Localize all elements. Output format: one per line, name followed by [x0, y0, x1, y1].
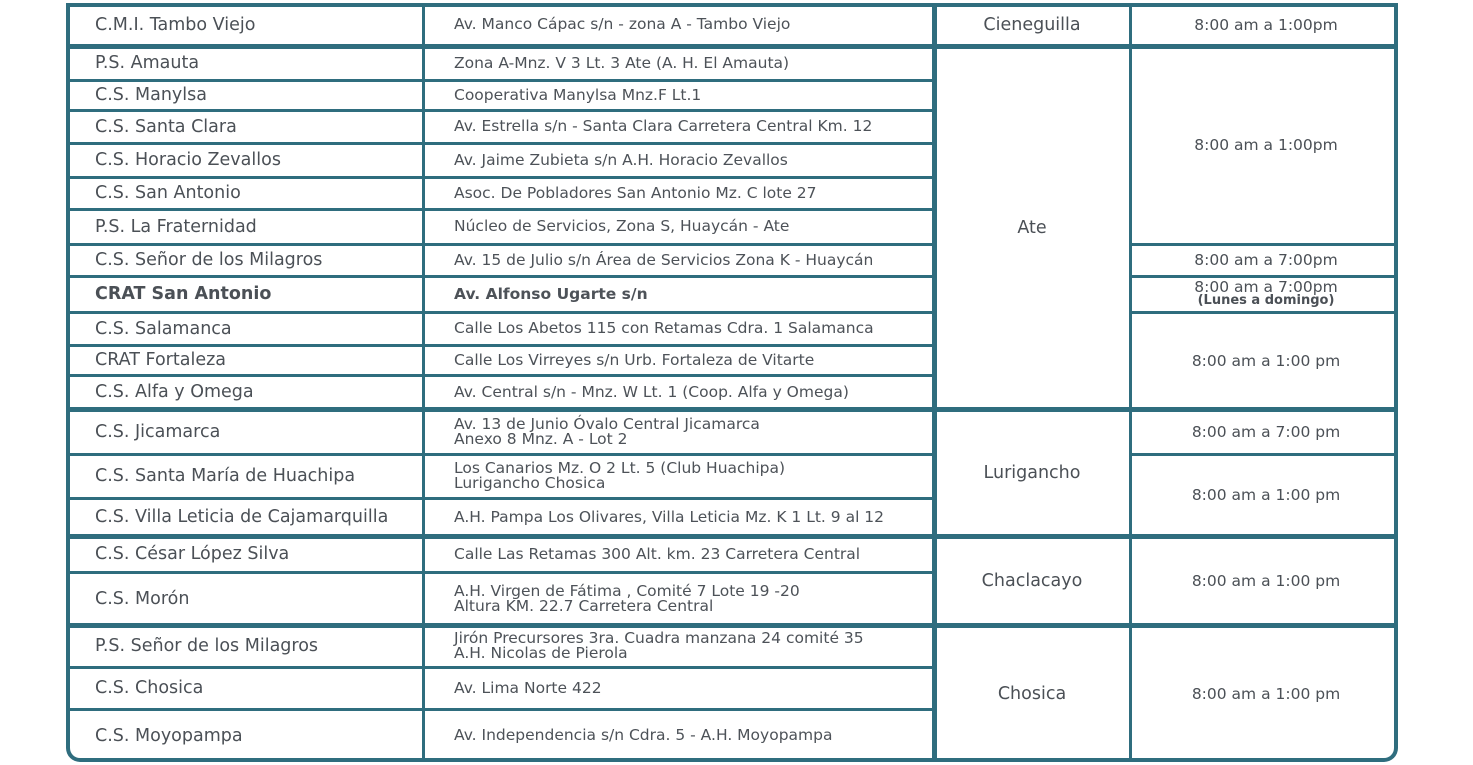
row-divider — [70, 344, 934, 347]
center-name: CRAT Fortaleza — [95, 350, 227, 370]
address-line: Lurigancho Chosica — [454, 474, 606, 492]
hours-text: 8:00 am a 1:00pm — [1194, 15, 1338, 34]
address-line: Asoc. De Pobladores San Antonio Mz. C lote 27 — [454, 183, 817, 202]
opening-hours — [1130, 454, 1398, 536]
hours-note: (Lunes a domingo) — [1197, 293, 1335, 308]
center-address — [423, 375, 934, 409]
address-line: Altura KM. 22.7 Carretera Central — [454, 596, 714, 615]
center-name: C.S. Alfa y Omega — [95, 382, 254, 402]
row-divider — [70, 275, 934, 278]
row-divider — [70, 666, 934, 669]
row-divider — [70, 176, 934, 179]
address-line: Calle Los Virreyes s/n Urb. Fortaleza de Vitarte — [454, 350, 815, 369]
center-name: C.S. San Antonio — [95, 183, 241, 203]
opening-hours — [1130, 312, 1398, 409]
center-name: C.S. César López Silva — [95, 544, 290, 564]
center-name: C.S. Santa María de Huachipa — [95, 466, 356, 486]
address-line: Los Canarios Mz. O 2 Lt. 5 (Club Huachipa) — [454, 459, 786, 477]
address-line: Av. Alfonso Ugarte s/n — [454, 284, 648, 303]
district-name: Chosica — [997, 683, 1067, 704]
opening-hours — [1130, 3, 1398, 46]
center-address — [423, 625, 934, 667]
row-divider — [70, 534, 1398, 539]
opening-hours — [1130, 536, 1398, 625]
address-line: Cooperativa Manylsa Mnz.F Lt.1 — [454, 85, 702, 104]
address-line: Jirón Precursores 3ra. Cuadra manzana 24 comité 35 — [454, 629, 864, 647]
center-name: C.S. Chosica — [95, 678, 204, 698]
center-address — [423, 276, 934, 312]
center-address — [423, 454, 934, 498]
opening-hours — [1130, 409, 1398, 454]
row-divider — [70, 497, 934, 500]
address-line: Calle Las Retamas 300 Alt. km. 23 Carretera Central — [454, 544, 861, 563]
center-name: C.S. Señor de los Milagros — [95, 250, 323, 270]
row-divider — [70, 142, 934, 145]
center-name: C.S. Morón — [95, 588, 190, 609]
address-line: Av. Independencia s/n Cdra. 5 - A.H. Moyopampa — [454, 726, 833, 744]
center-name: C.S. Horacio Zevallos — [95, 150, 281, 170]
row-divider — [70, 407, 1398, 412]
row-divider — [70, 453, 934, 456]
row-divider — [70, 3, 1398, 7]
row-divider — [70, 44, 1398, 49]
center-name: P.S. La Fraternidad — [95, 216, 257, 237]
opening-hours — [1130, 276, 1398, 312]
center-address — [423, 667, 934, 709]
center-name: C.S. Salamanca — [95, 318, 232, 339]
row-divider — [70, 243, 934, 246]
center-address — [423, 345, 934, 375]
hours-text: 8:00 am a 1:00 pm — [1191, 351, 1341, 370]
center-name: C.S. Jicamarca — [95, 421, 221, 442]
hours-text: 8:00 am a 1:00 pm — [1191, 486, 1341, 504]
hours-text: 8:00 am a 1:00 pm — [1191, 571, 1341, 590]
center-address — [423, 46, 934, 80]
center-name: C.S. Santa Clara — [95, 116, 237, 137]
center-address — [423, 244, 934, 276]
center-address — [423, 209, 934, 244]
center-name: CRAT San Antonio — [95, 284, 272, 304]
opening-hours — [1130, 625, 1398, 762]
row-divider — [1130, 243, 1398, 246]
address-line: Calle Los Abetos 115 con Retamas Cdra. 1 Salamanca — [454, 319, 874, 337]
hours-text: 8:00 am a 7:00pm — [1194, 251, 1338, 269]
district-name: Lurigancho — [983, 462, 1081, 483]
address-line: Anexo 8 Mnz. A - Lot 2 — [454, 429, 628, 448]
center-name: C.S. Manylsa — [95, 85, 207, 105]
center-address — [423, 498, 934, 536]
address-line: Av. Estrella s/n - Santa Clara Carretera Central Km. 12 — [454, 117, 873, 135]
column-divider — [1129, 3, 1132, 758]
address-line: Av. Lima Norte 422 — [454, 678, 602, 697]
hours-text: 8:00 am a 1:00pm — [1194, 136, 1338, 154]
address-line: A.H. Pampa Los Olivares, Villa Leticia Mz. K 1 Lt. 9 al 12 — [454, 507, 885, 526]
address-line: Núcleo de Servicios, Zona S, Huaycán - Ate — [454, 217, 790, 235]
center-name: C.S. Moyopampa — [95, 725, 243, 746]
address-line: Zona A-Mnz. V 3 Lt. 3 Ate (A. H. El Amauta) — [454, 53, 790, 72]
address-line: A.H. Nicolas de Pierola — [454, 644, 628, 662]
row-divider — [70, 79, 934, 82]
opening-hours — [1130, 46, 1398, 244]
center-address — [423, 536, 934, 572]
row-divider — [70, 311, 934, 314]
center-address — [423, 709, 934, 762]
row-divider — [70, 571, 934, 574]
district-name: Cieneguilla — [983, 14, 1081, 35]
address-line: Av. 15 de Julio s/n Área de Servicios Zona K - Huaycán — [454, 250, 874, 269]
opening-hours — [1130, 244, 1398, 276]
center-name: P.S. Amauta — [95, 53, 200, 73]
row-divider — [70, 374, 934, 377]
column-divider — [422, 3, 425, 758]
row-divider — [70, 623, 1398, 628]
district-name: Ate — [1017, 217, 1047, 238]
column-divider — [932, 3, 937, 758]
address-line: Av. Jaime Zubieta s/n A.H. Horacio Zevallos — [454, 150, 788, 169]
row-divider — [1130, 453, 1398, 456]
district-name: Chaclacayo — [981, 570, 1083, 591]
row-divider — [70, 208, 934, 211]
center-address — [423, 312, 934, 345]
center-name: C.S. Villa Leticia de Cajamarquilla — [95, 507, 389, 527]
center-address — [423, 143, 934, 177]
center-address — [423, 80, 934, 110]
row-divider — [1130, 275, 1398, 278]
center-address — [423, 177, 934, 209]
row-divider — [70, 109, 934, 112]
row-divider — [70, 708, 934, 711]
address-line: A.H. Virgen de Fátima , Comité 7 Lote 19 -20 — [454, 581, 800, 600]
address-line: Av. 13 de Junio Óvalo Central Jicamarca — [454, 414, 760, 433]
hours-text: 8:00 am a 7:00pm — [1194, 278, 1338, 296]
hours-text: 8:00 am a 7:00 pm — [1191, 422, 1341, 441]
hours-text: 8:00 am a 1:00 pm — [1191, 684, 1341, 703]
address-line: Av. Manco Cápac s/n - zona A - Tambo Viejo — [454, 15, 791, 33]
row-divider — [1130, 311, 1398, 314]
center-address — [423, 409, 934, 454]
center-address — [423, 110, 934, 143]
center-name: C.M.I. Tambo Viejo — [95, 14, 256, 35]
health-centers-table — [66, 3, 1398, 762]
center-address — [423, 3, 934, 46]
center-address — [423, 572, 934, 625]
center-name: P.S. Señor de los Milagros — [95, 636, 319, 656]
address-line: Av. Central s/n - Mnz. W Lt. 1 (Coop. Alfa y Omega) — [454, 382, 849, 401]
